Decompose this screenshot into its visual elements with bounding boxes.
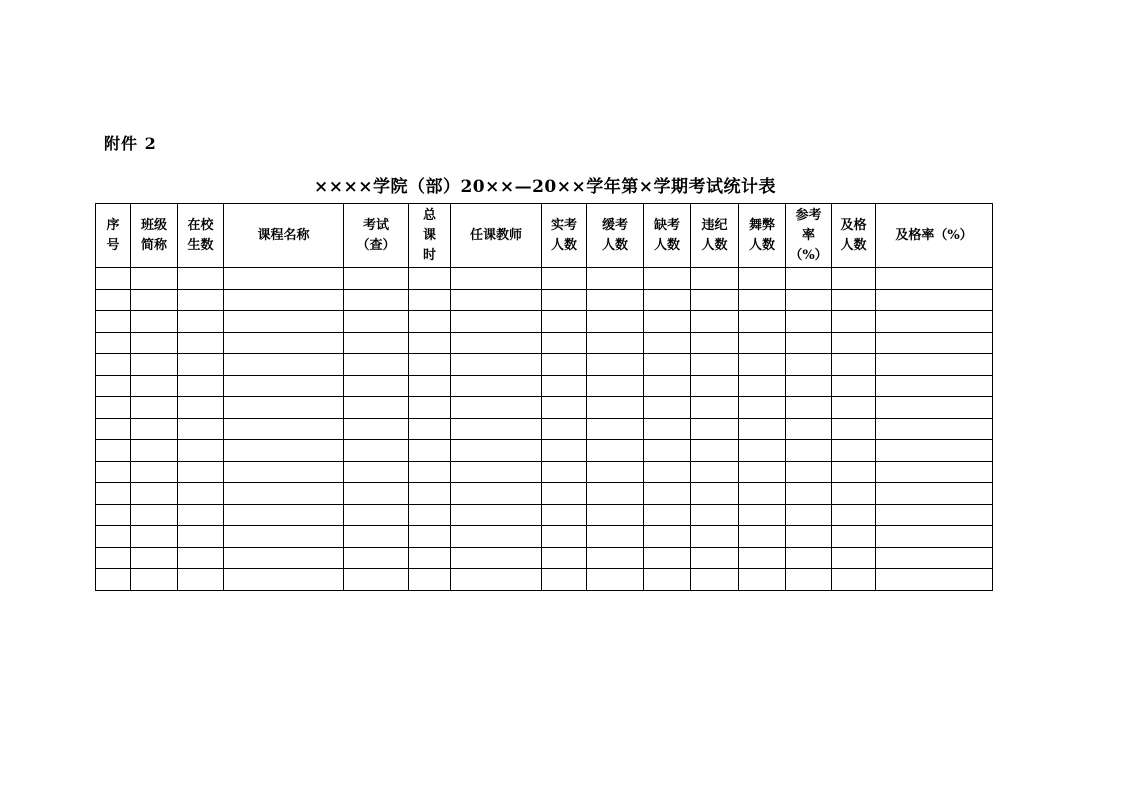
table-cell [691, 526, 739, 548]
header-class-name: 班级 简称 [131, 204, 178, 268]
table-cell [587, 354, 644, 376]
table-cell [178, 268, 224, 290]
table-cell [739, 418, 786, 440]
table-cell [644, 289, 691, 311]
table-cell [96, 397, 131, 419]
table-cell [542, 504, 587, 526]
table-cell [96, 311, 131, 333]
table-cell [409, 526, 451, 548]
header-teacher: 任课教师 [451, 204, 542, 268]
table-cell [344, 375, 409, 397]
table-cell [409, 418, 451, 440]
table-cell [786, 289, 832, 311]
table-cell [786, 440, 832, 462]
table-cell [409, 289, 451, 311]
table-cell [178, 461, 224, 483]
table-cell [344, 268, 409, 290]
table-cell [131, 461, 178, 483]
table-row [96, 526, 993, 548]
table-cell [786, 526, 832, 548]
table-cell [644, 397, 691, 419]
table-cell [96, 268, 131, 290]
table-row [96, 440, 993, 462]
table-cell [451, 289, 542, 311]
table-cell [587, 375, 644, 397]
table-cell [131, 483, 178, 505]
table-cell [224, 569, 344, 591]
table-cell [691, 311, 739, 333]
table-cell [131, 526, 178, 548]
table-cell [131, 397, 178, 419]
table-cell [832, 311, 876, 333]
header-total-hours: 总 课 时 [409, 204, 451, 268]
table-cell [224, 332, 344, 354]
table-cell [451, 569, 542, 591]
table-cell [587, 418, 644, 440]
table-row [96, 569, 993, 591]
table-cell [178, 289, 224, 311]
table-cell [131, 547, 178, 569]
table-cell [131, 375, 178, 397]
table-cell [876, 547, 993, 569]
table-cell [96, 569, 131, 591]
table-cell [786, 268, 832, 290]
table-header-row [96, 204, 993, 268]
table-row [96, 354, 993, 376]
header-actual-examinees: 实考 人数 [542, 204, 587, 268]
table-cell [587, 526, 644, 548]
table-row [96, 461, 993, 483]
table-cell [691, 332, 739, 354]
table-cell [344, 418, 409, 440]
table-row [96, 311, 993, 333]
table-cell [224, 375, 344, 397]
table-cell [344, 461, 409, 483]
table-cell [691, 461, 739, 483]
table-cell [409, 311, 451, 333]
table-cell [409, 375, 451, 397]
table-cell [739, 332, 786, 354]
header-pass-rate: 及格率（%） [876, 204, 993, 268]
table-cell [876, 440, 993, 462]
table-cell [739, 354, 786, 376]
attachment-label: 附件 2 [104, 134, 157, 153]
header-serial-number: 序 号 [96, 204, 131, 268]
table-cell [96, 375, 131, 397]
table-cell [786, 397, 832, 419]
table-cell [96, 332, 131, 354]
table-cell [739, 569, 786, 591]
table-cell [542, 354, 587, 376]
header-violation-count: 违纪 人数 [691, 204, 739, 268]
table-cell [542, 461, 587, 483]
table-cell [876, 311, 993, 333]
table-cell [131, 332, 178, 354]
table-cell [451, 311, 542, 333]
table-cell [409, 397, 451, 419]
table-cell [876, 483, 993, 505]
table-cell [131, 311, 178, 333]
table-cell [786, 375, 832, 397]
table-row [96, 547, 993, 569]
table-body [96, 268, 993, 591]
table-cell [96, 483, 131, 505]
table-cell [451, 418, 542, 440]
table-cell [542, 569, 587, 591]
table-cell [131, 268, 178, 290]
table-cell [587, 289, 644, 311]
table-cell [178, 547, 224, 569]
table-cell [739, 289, 786, 311]
table-cell [344, 311, 409, 333]
table-cell [344, 397, 409, 419]
table-cell [224, 461, 344, 483]
table-cell [832, 289, 876, 311]
table-cell [451, 461, 542, 483]
table-cell [832, 547, 876, 569]
table-cell [691, 354, 739, 376]
table-cell [644, 440, 691, 462]
table-cell [691, 289, 739, 311]
table-cell [644, 547, 691, 569]
table-cell [451, 268, 542, 290]
table-cell [876, 461, 993, 483]
table-cell [451, 332, 542, 354]
table-cell [96, 354, 131, 376]
table-cell [691, 418, 739, 440]
table-cell [786, 354, 832, 376]
table-cell [224, 268, 344, 290]
table-cell [542, 289, 587, 311]
table-cell [587, 268, 644, 290]
table-cell [344, 289, 409, 311]
table-cell [224, 547, 344, 569]
table-cell [409, 547, 451, 569]
table-cell [131, 569, 178, 591]
table-cell [876, 268, 993, 290]
table-cell [96, 526, 131, 548]
header-enrolled-students: 在校 生数 [178, 204, 224, 268]
header-cheating-count: 舞弊 人数 [739, 204, 786, 268]
table-cell [691, 268, 739, 290]
page-title: ××××学院（部）20××—20××学年第×学期考试统计表 [313, 177, 776, 197]
table-cell [739, 440, 786, 462]
table-cell [832, 397, 876, 419]
table-cell [739, 547, 786, 569]
table-cell [876, 354, 993, 376]
table-cell [131, 289, 178, 311]
table-cell [409, 461, 451, 483]
table-cell [832, 483, 876, 505]
table-cell [876, 569, 993, 591]
table-cell [224, 397, 344, 419]
table-cell [832, 418, 876, 440]
table-cell [587, 483, 644, 505]
table-cell [832, 332, 876, 354]
table-cell [739, 268, 786, 290]
table-cell [832, 569, 876, 591]
table-cell [96, 504, 131, 526]
table-cell [96, 289, 131, 311]
table-cell [224, 526, 344, 548]
table-cell [832, 504, 876, 526]
table-cell [542, 418, 587, 440]
table-cell [344, 526, 409, 548]
table-cell [786, 504, 832, 526]
table-row [96, 483, 993, 505]
table-cell [876, 332, 993, 354]
table-cell [224, 418, 344, 440]
table-cell [691, 375, 739, 397]
table-cell [542, 440, 587, 462]
table-cell [876, 504, 993, 526]
table-cell [644, 375, 691, 397]
table-cell [644, 268, 691, 290]
table-cell [178, 418, 224, 440]
table-cell [224, 289, 344, 311]
table-cell [832, 354, 876, 376]
table-cell [739, 461, 786, 483]
table-cell [451, 547, 542, 569]
header-participation-rate: 参考 率 （%） [786, 204, 832, 268]
table-cell [224, 311, 344, 333]
table-row [96, 418, 993, 440]
table-cell [178, 397, 224, 419]
header-absent-examinees: 缺考 人数 [644, 204, 691, 268]
table-cell [876, 375, 993, 397]
table-cell [542, 483, 587, 505]
table-cell [344, 332, 409, 354]
table-cell [587, 461, 644, 483]
table-cell [344, 354, 409, 376]
table-cell [739, 483, 786, 505]
table-row [96, 375, 993, 397]
table-cell [587, 547, 644, 569]
table-cell [409, 354, 451, 376]
header-deferred-examinees: 缓考 人数 [587, 204, 644, 268]
table-cell [786, 483, 832, 505]
table-cell [786, 311, 832, 333]
table-cell [451, 440, 542, 462]
table-cell [739, 375, 786, 397]
table-row [96, 289, 993, 311]
table-cell [409, 483, 451, 505]
table-cell [691, 397, 739, 419]
table-cell [178, 375, 224, 397]
table-cell [344, 440, 409, 462]
table-cell [131, 504, 178, 526]
table-cell [96, 440, 131, 462]
table-cell [786, 569, 832, 591]
header-course-name: 课程名称 [224, 204, 344, 268]
table-cell [542, 526, 587, 548]
table-cell [644, 418, 691, 440]
table-cell [691, 483, 739, 505]
table-cell [832, 440, 876, 462]
table-cell [587, 332, 644, 354]
table-cell [876, 289, 993, 311]
table-cell [409, 268, 451, 290]
table-cell [644, 504, 691, 526]
table-cell [832, 268, 876, 290]
table-cell [409, 440, 451, 462]
table-cell [876, 418, 993, 440]
table-row [96, 268, 993, 290]
table-cell [178, 440, 224, 462]
table-cell [178, 483, 224, 505]
table-cell [224, 440, 344, 462]
table-cell [344, 569, 409, 591]
table-cell [344, 504, 409, 526]
table-cell [691, 440, 739, 462]
table-cell [131, 354, 178, 376]
table-cell [224, 483, 344, 505]
table-cell [224, 504, 344, 526]
table-cell [691, 547, 739, 569]
table-cell [644, 461, 691, 483]
table-cell [786, 332, 832, 354]
table-cell [451, 504, 542, 526]
table-cell [587, 504, 644, 526]
table-cell [96, 461, 131, 483]
table-cell [542, 311, 587, 333]
table-cell [786, 461, 832, 483]
table-cell [739, 504, 786, 526]
table-cell [178, 354, 224, 376]
table-cell [832, 375, 876, 397]
table-row [96, 504, 993, 526]
table-cell [178, 526, 224, 548]
table-cell [739, 311, 786, 333]
table-cell [644, 483, 691, 505]
header-exam-type: 考试 （查） [344, 204, 409, 268]
table-cell [344, 547, 409, 569]
table-cell [224, 354, 344, 376]
table-cell [691, 569, 739, 591]
table-cell [178, 504, 224, 526]
table-cell [542, 397, 587, 419]
table-cell [644, 354, 691, 376]
table-cell [178, 569, 224, 591]
table-cell [451, 526, 542, 548]
table-cell [644, 311, 691, 333]
table-cell [876, 526, 993, 548]
table-cell [344, 483, 409, 505]
table-cell [587, 569, 644, 591]
table-cell [832, 526, 876, 548]
table-cell [691, 504, 739, 526]
table-cell [832, 461, 876, 483]
table-cell [451, 483, 542, 505]
table-cell [451, 354, 542, 376]
table-cell [409, 332, 451, 354]
table-row [96, 397, 993, 419]
table-cell [739, 397, 786, 419]
table-cell [644, 569, 691, 591]
table-cell [739, 526, 786, 548]
table-cell [876, 397, 993, 419]
table-cell [178, 311, 224, 333]
table-cell [542, 375, 587, 397]
table-cell [451, 397, 542, 419]
table-cell [786, 418, 832, 440]
header-pass-count: 及格 人数 [832, 204, 876, 268]
table-cell [587, 440, 644, 462]
table-cell [451, 375, 542, 397]
table-cell [542, 332, 587, 354]
table-cell [178, 332, 224, 354]
table-cell [587, 397, 644, 419]
table-cell [542, 547, 587, 569]
table-cell [542, 268, 587, 290]
exam-statistics-table [95, 203, 993, 591]
table-cell [409, 504, 451, 526]
table-cell [96, 418, 131, 440]
table-cell [786, 547, 832, 569]
table-cell [409, 569, 451, 591]
table-cell [587, 311, 644, 333]
table-cell [131, 418, 178, 440]
table-cell [131, 440, 178, 462]
table-row [96, 332, 993, 354]
table-cell [96, 547, 131, 569]
table-cell [644, 332, 691, 354]
table-cell [644, 526, 691, 548]
